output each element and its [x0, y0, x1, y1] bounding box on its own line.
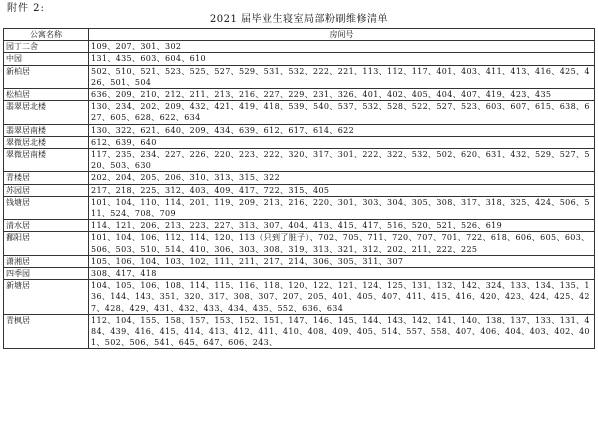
- room-numbers-cell: 131、435、603、604、610: [89, 53, 595, 65]
- room-numbers-cell: 308、417、418: [89, 268, 595, 280]
- table-row: [4, 53, 595, 65]
- dormitory-name-cell: 新柏居: [4, 65, 89, 88]
- room-numbers-cell: 101、104、110、114、201、119、209、213、216、220、301、303、304、305、308、317、318、325、424、506、511、524、708、709: [89, 196, 595, 219]
- room-numbers-cell: 104、105、106、108、114、115、116、118、120、122、121、124、125、131、132、142、324、133、134、135、136、144、143、351、320、317、308、307、207、205、401、405、407、411、415、416、420、423、424、425、427、428、429、431、432、433、434、435、552、636、634: [89, 280, 595, 315]
- dormitory-name-cell: 翡翠居北楼: [4, 101, 89, 124]
- room-numbers-cell: 105、106、104、103、102、111、211、217、214、306、305、311、307: [89, 255, 595, 267]
- room-numbers-cell: 202、204、205、206、310、313、315、322: [89, 172, 595, 184]
- dormitory-name-cell: 钱塘居: [4, 196, 89, 219]
- room-numbers-cell: 117、235、234、227、226、220、223、222、320、317、301、222、322、532、502、620、631、432、529、527、520、503、630: [89, 149, 595, 172]
- table-row: [4, 136, 595, 148]
- table-row: [4, 124, 595, 136]
- dormitory-name-cell: 翡翠居南楼: [4, 124, 89, 136]
- table-row: [4, 149, 595, 172]
- dormitory-name-cell: 青楼居: [4, 172, 89, 184]
- dormitory-name-cell: 园丁二舍: [4, 41, 89, 53]
- attachment-label: 附件 2:: [7, 3, 45, 14]
- table-header-row: [4, 29, 595, 41]
- dormitory-name-cell: 清水居: [4, 220, 89, 232]
- dormitory-name-cell: 青枫居: [4, 314, 89, 349]
- table-row: [4, 255, 595, 267]
- dormitory-name-cell: 潇湘居: [4, 255, 89, 267]
- dormitory-name-cell: 中园: [4, 53, 89, 65]
- table-body: [4, 41, 595, 349]
- room-numbers-cell: 502、510、521、523、525、527、529、531、532、222、221、113、112、117、401、403、411、413、416、425、426、501、504: [89, 65, 595, 88]
- room-numbers-cell: 101、104、106、112、114、120、113（只到了脏子）、702、705、711、720、707、701、722、618、606、605、603、506、503、510、514、410、306、303、308、319、313、321、312、202、211、222、225: [89, 232, 595, 255]
- table-row: [4, 89, 595, 101]
- table-row: [4, 172, 595, 184]
- table-row: [4, 314, 595, 349]
- document-title: 2021 届毕业生寝室局部粉刷维修清单: [209, 14, 389, 25]
- room-numbers-cell: 114、121、206、213、223、227、313、307、404、413、415、417、516、520、521、526、619: [89, 220, 595, 232]
- table-row: [4, 196, 595, 219]
- dormitory-name-cell: 四季园: [4, 268, 89, 280]
- room-numbers-cell: 612、639、640: [89, 136, 595, 148]
- column-header-name: 公寓名称: [4, 29, 89, 41]
- room-numbers-cell: 217、218、225、312、403、409、417、722、315、405: [89, 184, 595, 196]
- table-row: [4, 65, 595, 88]
- room-numbers-cell: 130、322、621、640、209、434、639、612、617、614、622: [89, 124, 595, 136]
- dormitory-name-cell: 鄱阳居: [4, 232, 89, 255]
- repair-list-table: [3, 28, 595, 349]
- column-header-rooms: 房间号: [89, 29, 595, 41]
- table-row: [4, 280, 595, 315]
- dormitory-name-cell: 苏园居: [4, 184, 89, 196]
- table-row: [4, 268, 595, 280]
- table-row: [4, 101, 595, 124]
- dormitory-name-cell: 新塘居: [4, 280, 89, 315]
- room-numbers-cell: 130、234、202、209、432、421、419、418、539、540、537、532、528、522、527、523、603、607、615、638、627、605、628、622、634: [89, 101, 595, 124]
- table-row: [4, 184, 595, 196]
- table-row: [4, 220, 595, 232]
- room-numbers-cell: 636、209、210、212、211、213、216、227、229、231、326、401、402、405、404、407、419、423、435: [89, 89, 595, 101]
- room-numbers-cell: 112、104、155、158、157、153、152、151、147、146、145、144、143、142、141、140、138、137、133、131、484、439、416、415、414、413、412、411、410、408、409、405、514、557、558、407、406、404、403、402、401、502、506、541、645、647、606、243、: [89, 314, 595, 349]
- dormitory-name-cell: 翠微居南楼: [4, 149, 89, 172]
- dormitory-name-cell: 松柏居: [4, 89, 89, 101]
- table-row: [4, 41, 595, 53]
- room-numbers-cell: 109、207、301、302: [89, 41, 595, 53]
- dormitory-name-cell: 翠微居北楼: [4, 136, 89, 148]
- table-row: [4, 232, 595, 255]
